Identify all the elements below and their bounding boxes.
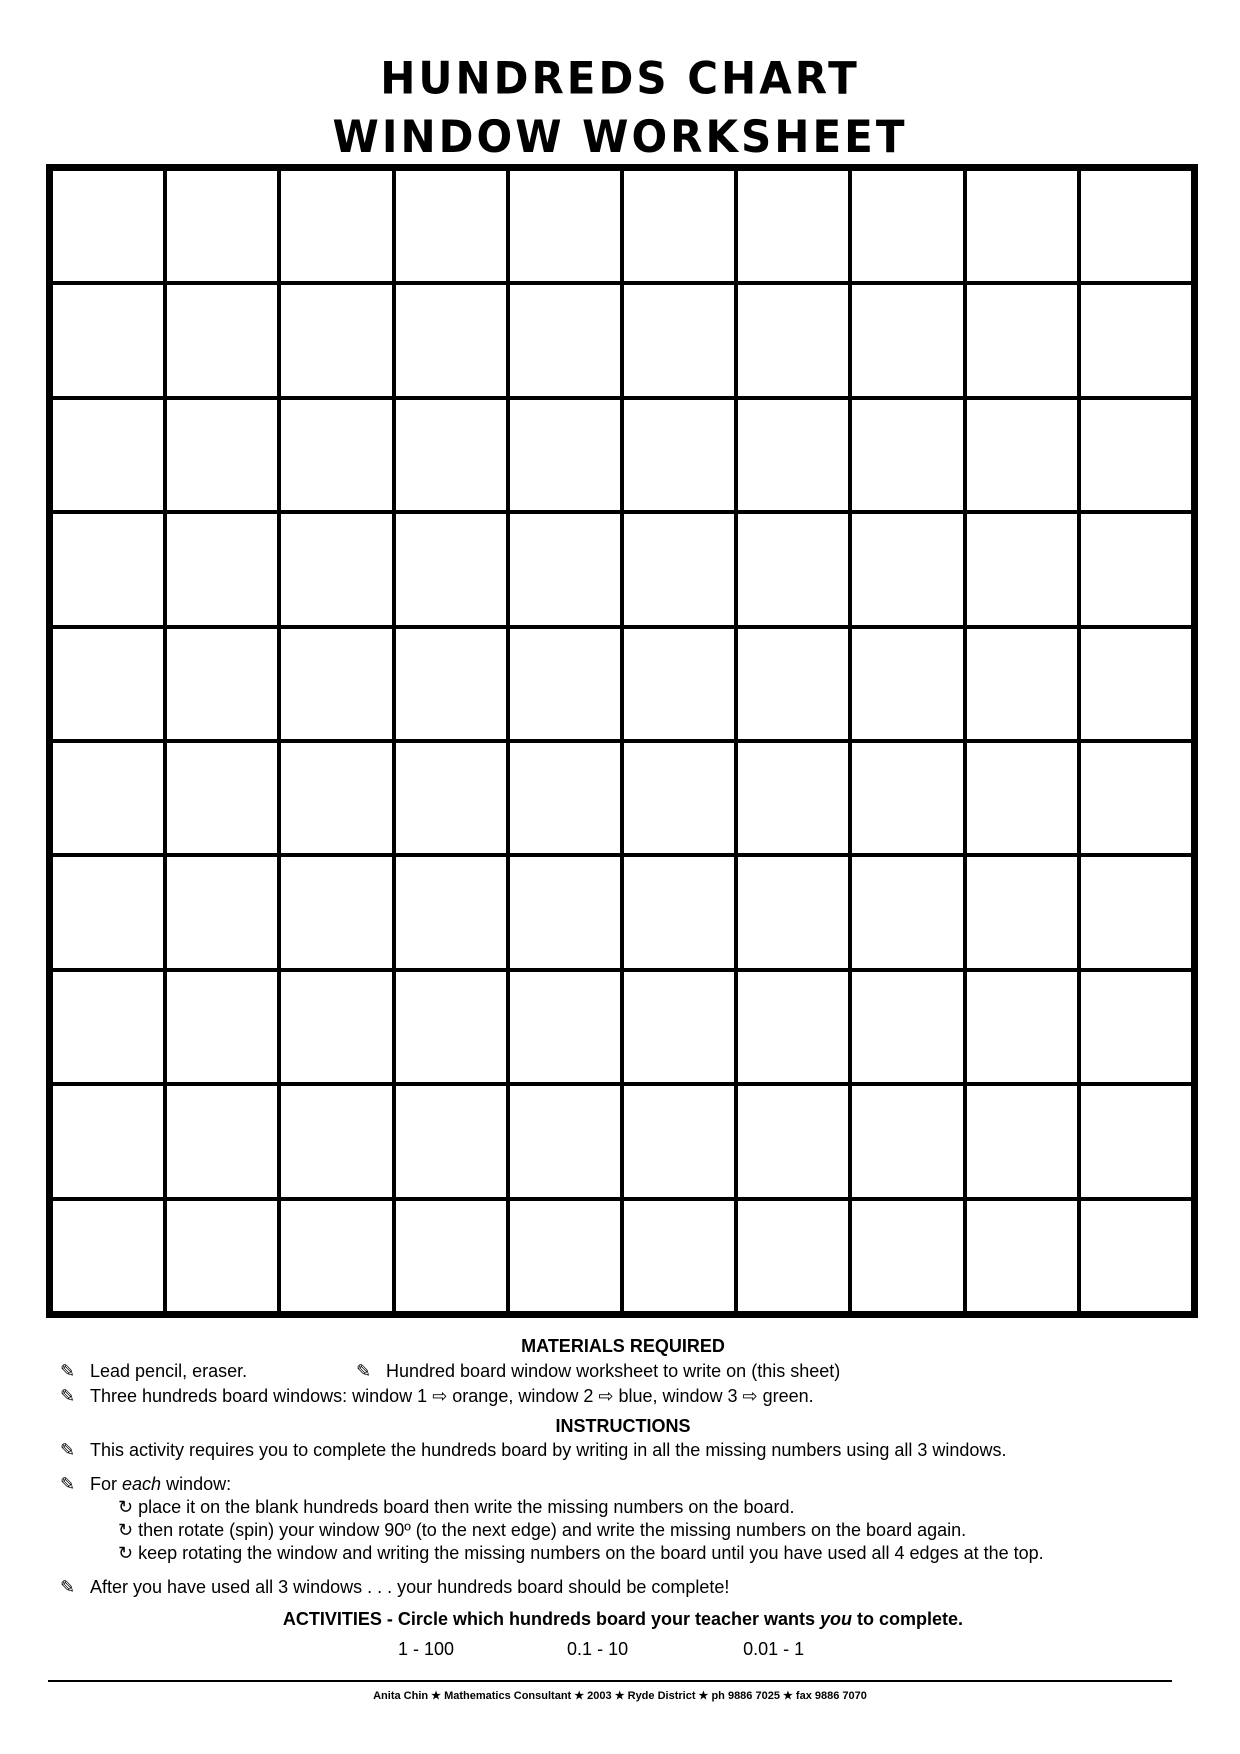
grid-cell[interactable] [167,285,277,395]
grid-cell[interactable] [53,629,163,739]
instructions-item-1-text: This activity requires you to complete the hundreds board by writing in all the missing numbers using all 3 windows. [90,1440,1007,1460]
grid-cell[interactable] [510,171,620,281]
grid-cell[interactable] [510,514,620,624]
grid-cell[interactable] [510,400,620,510]
grid-cell[interactable] [53,972,163,1082]
pencil-icon: ✎ [60,1361,76,1381]
grid-cell[interactable] [852,171,962,281]
grid-cell[interactable] [967,972,1077,1082]
grid-cell[interactable] [1081,972,1191,1082]
grid-cell[interactable] [738,285,848,395]
materials-item-3-text: Three hundreds board windows: window 1 ⇨ orange, window 2 ⇨ blue, window 3 ⇨ green. [90,1386,814,1406]
instructions-sub-1: ↻ place it on the blank hundreds board then write the missing numbers on the board. [118,1497,795,1517]
instructions-sub-3: ↻ keep rotating the window and writing the missing numbers on the board until you have used all 4 edges at the top. [118,1543,1044,1563]
hundreds-grid [46,164,1198,1318]
grid-cell[interactable] [396,514,506,624]
grid-cell[interactable] [852,285,962,395]
activities-heading [58,1607,1188,1631]
grid-cell[interactable] [396,1201,506,1311]
grid-cell[interactable] [281,1086,391,1196]
grid-cell[interactable] [967,171,1077,281]
pencil-icon: ✎ [60,1440,76,1460]
grid-cell[interactable] [852,1201,962,1311]
grid-cell[interactable] [852,400,962,510]
grid-cell[interactable] [624,857,734,967]
grid-cell[interactable] [624,285,734,395]
title-line-2: WINDOW WORKSHEET [332,111,908,163]
grid-cell[interactable] [396,285,506,395]
grid-cell[interactable] [738,1086,848,1196]
activity-option-2[interactable]: 0.1 - 10 [567,1639,629,1659]
grid-cell[interactable] [281,857,391,967]
grid-cell[interactable] [852,514,962,624]
grid-cell[interactable] [1081,285,1191,395]
pencil-icon: ✎ [60,1577,76,1597]
instructions-item-2-emph: each [122,1474,162,1494]
grid-cell[interactable] [510,857,620,967]
grid-cell[interactable] [396,743,506,853]
grid-cell[interactable] [738,743,848,853]
grid-cell[interactable] [53,1201,163,1311]
grid-cell[interactable] [852,743,962,853]
grid-cell[interactable] [396,400,506,510]
grid-cell[interactable] [396,972,506,1082]
materials-item-1 [58,1358,247,1384]
activities-heading-suffix: to complete. [852,1609,964,1629]
grid-cell[interactable] [624,972,734,1082]
grid-cell[interactable] [1081,1201,1191,1311]
grid-cell[interactable] [167,972,277,1082]
materials-row-1 [58,1358,1188,1384]
materials-item-3 [58,1384,1188,1408]
grid-cell[interactable] [167,514,277,624]
grid-cell[interactable] [852,972,962,1082]
footer-divider [48,1680,1172,1682]
grid-cell[interactable] [967,1086,1077,1196]
grid-cell[interactable] [738,972,848,1082]
grid-cell[interactable] [167,171,277,281]
grid-cell[interactable] [1081,171,1191,281]
grid-cell[interactable] [967,743,1077,853]
grid-cell[interactable] [53,514,163,624]
grid-cell[interactable] [624,1086,734,1196]
title-line-1: HUNDREDS CHART [380,52,860,104]
grid-cell[interactable] [510,743,620,853]
instructions-item-3-text: After you have used all 3 windows . . . your hundreds board should be complete! [90,1577,730,1597]
grid-cell[interactable] [738,514,848,624]
grid-cell[interactable] [1081,400,1191,510]
grid-cell[interactable] [852,857,962,967]
grid-cell[interactable] [281,629,391,739]
grid-cell[interactable] [396,1086,506,1196]
instructions-item-2 [58,1472,1188,1496]
worksheet-text [58,1334,1188,1661]
grid-cell[interactable] [967,629,1077,739]
grid-cell[interactable] [167,1201,277,1311]
grid-cell[interactable] [624,400,734,510]
grid-cell[interactable] [738,857,848,967]
footer-credit: Anita Chin ★ Mathematics Consultant ★ 2003 ★ Ryde District ★ ph 9886 7025 ★ fax 9886 7070 [373,1690,867,1702]
grid-cell[interactable] [967,400,1077,510]
activity-options [58,1637,1188,1661]
grid-cell[interactable] [167,400,277,510]
activities-heading-emph: you [820,1609,853,1629]
grid-cell[interactable] [281,400,391,510]
grid-cell[interactable] [167,1086,277,1196]
grid-cell[interactable] [281,171,391,281]
grid-cell[interactable] [1081,743,1191,853]
grid-cell[interactable] [510,285,620,395]
grid-cell[interactable] [738,171,848,281]
grid-cell[interactable] [738,629,848,739]
grid-cell[interactable] [510,1201,620,1311]
grid-cell[interactable] [281,1201,391,1311]
instructions-item-3 [58,1575,1188,1599]
grid-cell[interactable] [1081,857,1191,967]
activity-option-1[interactable]: 1 - 100 [398,1639,455,1659]
grid-cell[interactable] [510,972,620,1082]
grid-cell[interactable] [624,171,734,281]
grid-cell[interactable] [738,400,848,510]
materials-item-2 [354,1358,840,1384]
grid-cell[interactable] [510,1086,620,1196]
grid-cell[interactable] [624,514,734,624]
grid-cell[interactable] [967,857,1077,967]
instructions-sub-2: ↻ then rotate (spin) your window 90º (to the next edge) and write the missing numbers on the board again. [118,1520,967,1540]
grid-cell[interactable] [53,400,163,510]
activities-heading-prefix: ACTIVITIES - Circle which hundreds board your teacher wants [282,1609,821,1629]
grid-cell[interactable] [624,743,734,853]
grid-cell[interactable] [281,972,391,1082]
grid-cell[interactable] [852,1086,962,1196]
grid-cell[interactable] [396,171,506,281]
grid-cell[interactable] [738,1201,848,1311]
materials-item-2-text: Hundred board window worksheet to write on (this sheet) [386,1361,841,1381]
instructions-item-1 [58,1438,1188,1462]
grid-cell[interactable] [510,629,620,739]
grid-cell[interactable] [53,171,163,281]
grid-cell[interactable] [167,629,277,739]
pencil-icon: ✎ [356,1361,372,1381]
grid-cell[interactable] [281,743,391,853]
grid-cell[interactable] [53,285,163,395]
worksheet-title [0,49,1240,167]
grid-cell[interactable] [396,857,506,967]
pencil-icon: ✎ [60,1386,76,1406]
materials-heading: MATERIALS REQUIRED [521,1336,725,1356]
pencil-icon: ✎ [60,1474,76,1494]
grid-cell[interactable] [167,743,277,853]
grid-cell[interactable] [53,743,163,853]
activity-option-3[interactable]: 0.01 - 1 [743,1639,805,1659]
grid-cell[interactable] [281,514,391,624]
grid-cell[interactable] [624,1201,734,1311]
materials-item-1-text: Lead pencil, eraser. [90,1361,248,1381]
grid-cell[interactable] [53,1086,163,1196]
grid-cell[interactable] [1081,629,1191,739]
grid-cell[interactable] [53,857,163,967]
grid-cell[interactable] [967,285,1077,395]
grid-cell[interactable] [967,1201,1077,1311]
grid-cell[interactable] [624,629,734,739]
grid-cell[interactable] [1081,1086,1191,1196]
grid-cell[interactable] [281,285,391,395]
grid-cell[interactable] [167,857,277,967]
instructions-item-2-suffix: window: [161,1474,232,1494]
grid-cell[interactable] [967,514,1077,624]
instructions-heading: INSTRUCTIONS [555,1416,691,1436]
instructions-item-2-prefix: For [90,1474,123,1494]
grid-cell[interactable] [396,629,506,739]
grid-cell[interactable] [1081,514,1191,624]
grid-cell[interactable] [852,629,962,739]
